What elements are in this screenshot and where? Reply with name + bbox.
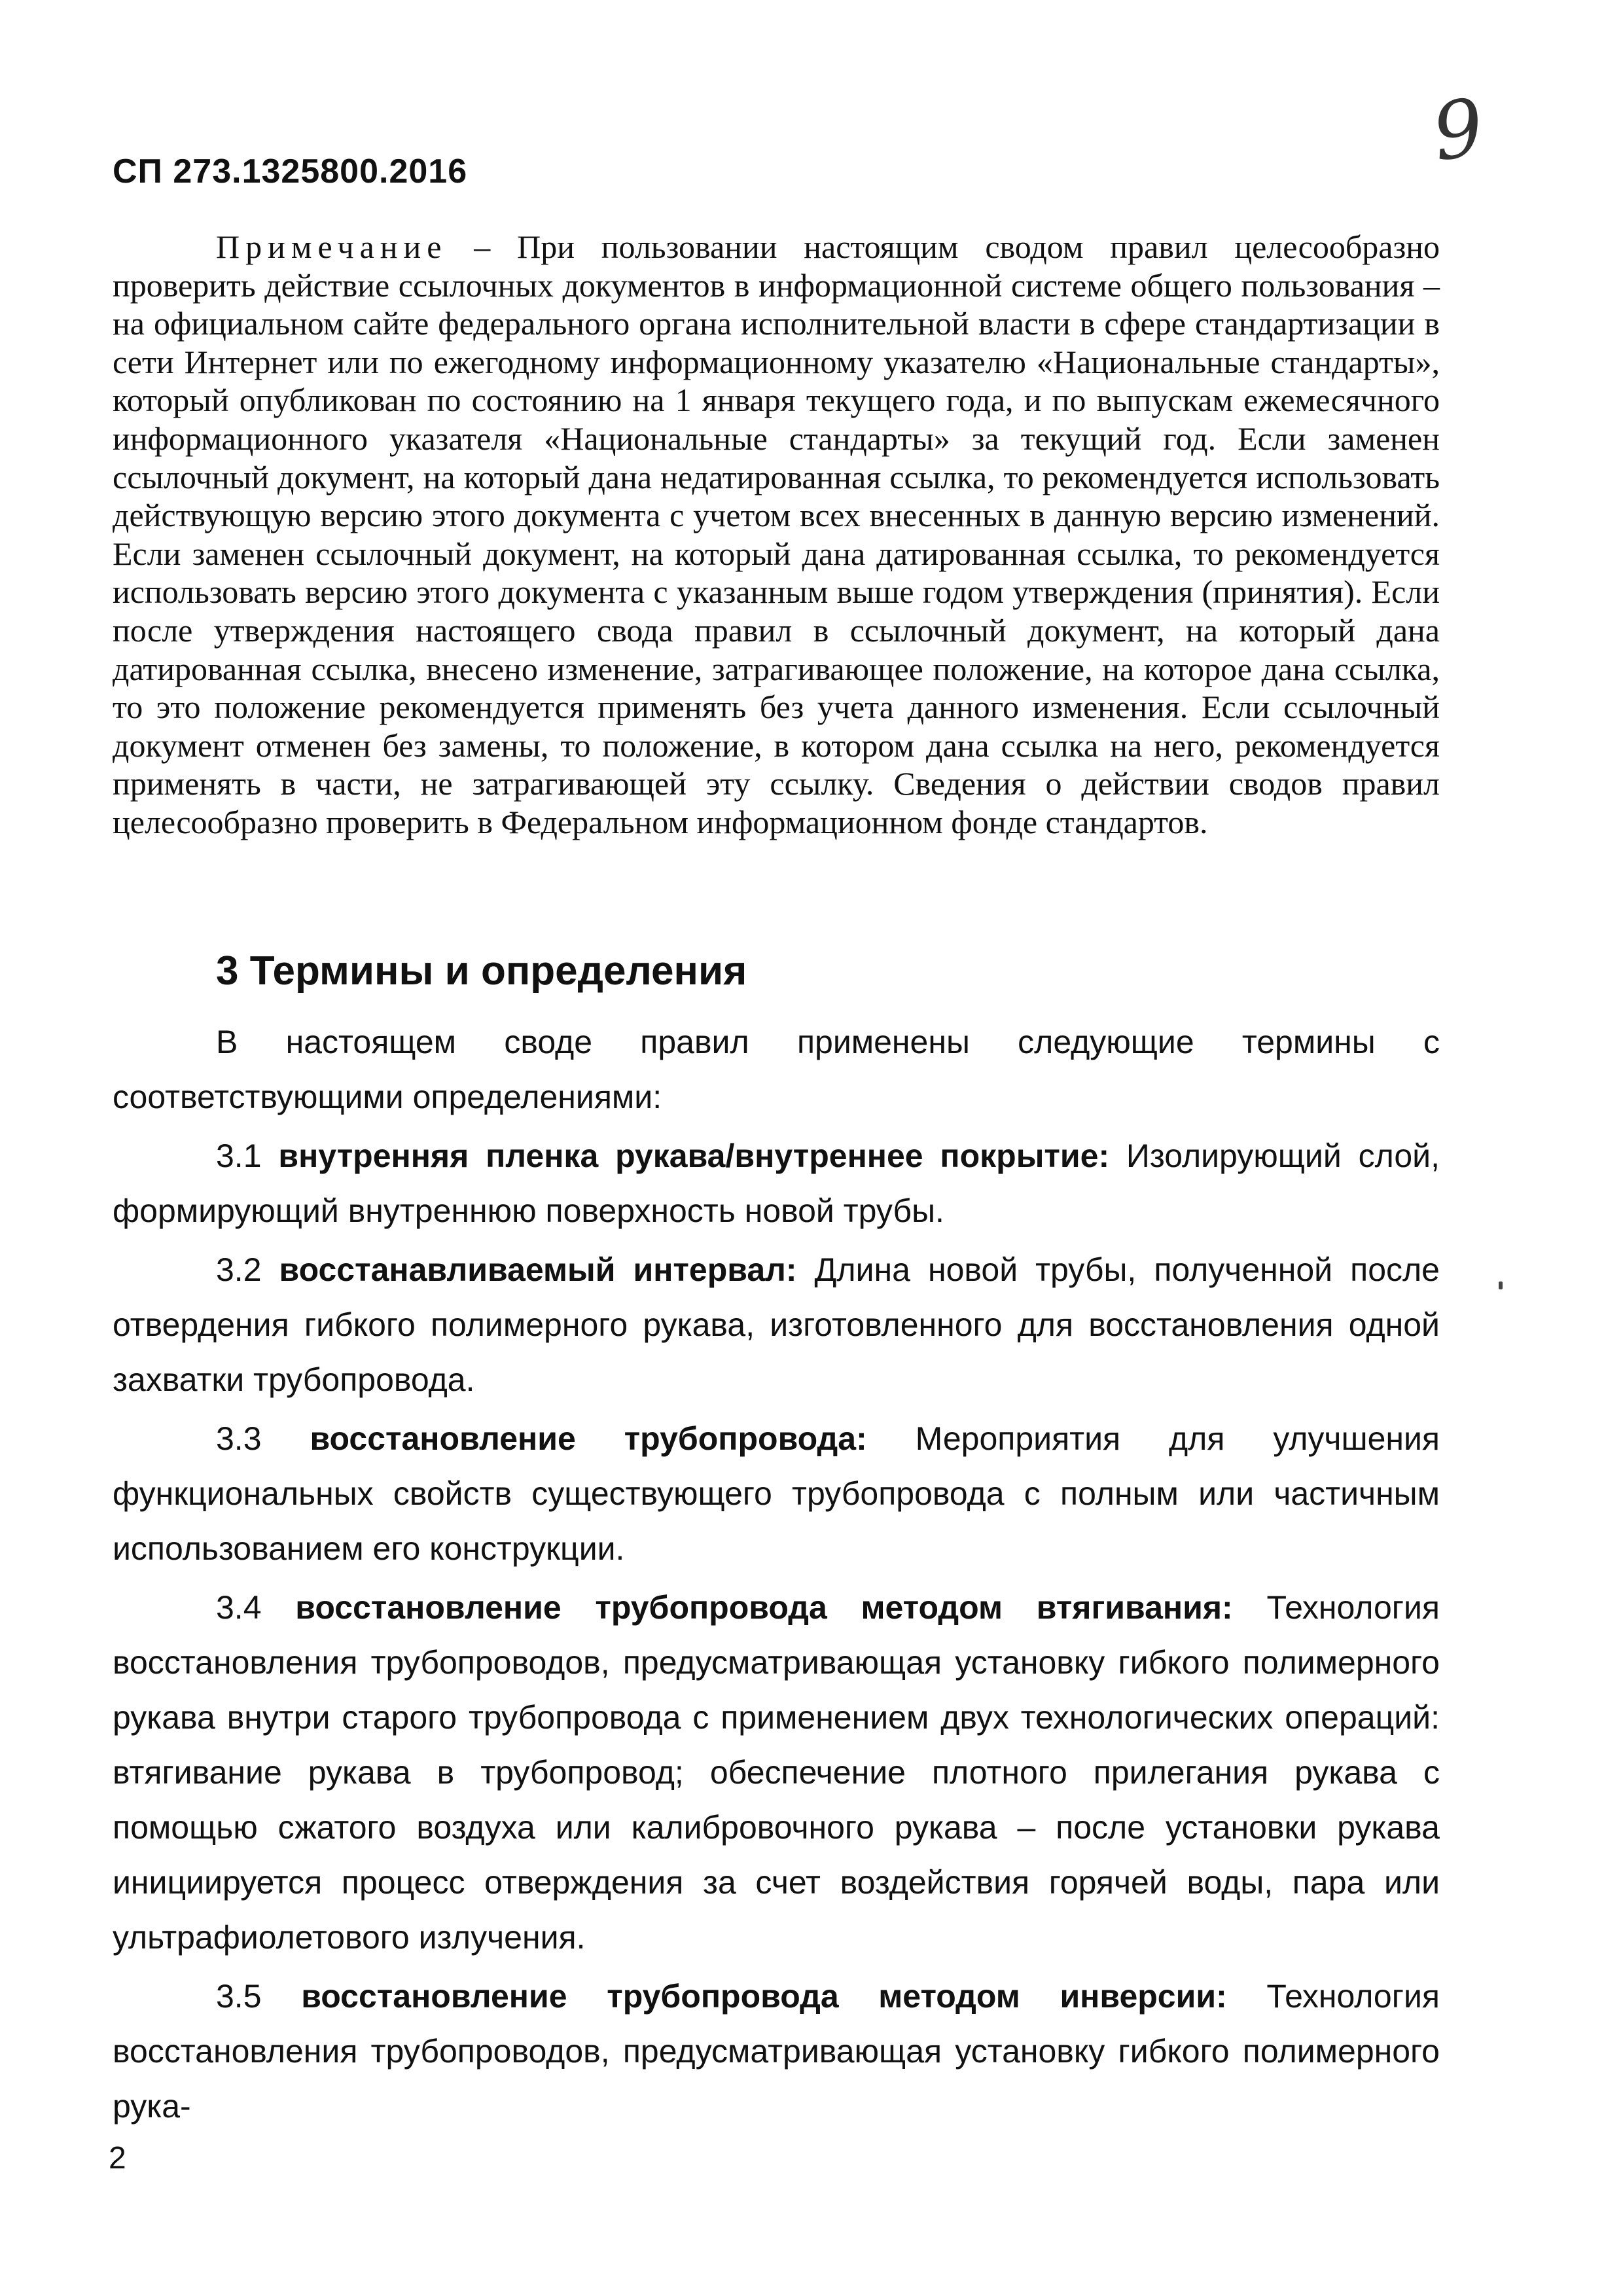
- term-definition: Изолирующий слой, формирующий внутреннюю поверхность новой трубы.: [113, 1138, 1440, 1229]
- term-number: 3.3: [216, 1420, 262, 1457]
- term-entry: [113, 1128, 1440, 1238]
- term-name: восстановление трубопровода методом инверсии:: [301, 1978, 1227, 2015]
- term-name: восстановление трубопровода методом втягивания:: [295, 1589, 1233, 1626]
- term-definition: Длина новой трубы, полученной после отвердения гибкого полимерного рукава, изготовленного для восстановления одной захватки трубопровода.: [113, 1251, 1440, 1398]
- term-entry: [113, 1580, 1440, 1965]
- scan-speck: [1499, 1282, 1503, 1289]
- section-title: 3 Термины и определения: [216, 948, 747, 994]
- term-name: восстанавливаемый интервал:: [279, 1251, 797, 1288]
- term-number: 3.1: [216, 1138, 262, 1174]
- handwritten-page-number: 9: [1427, 82, 1489, 179]
- term-definition: Технология восстановления трубопроводов, предусматривающая установку гибкого полимерного рука-: [113, 1978, 1440, 2125]
- page-number: 2: [109, 2141, 126, 2176]
- term-number: 3.5: [216, 1978, 262, 2015]
- term-entry: [113, 1969, 1440, 2134]
- term-entry: [113, 1411, 1440, 1576]
- term-entry: [113, 1242, 1440, 1407]
- section-body: [113, 1014, 1440, 2138]
- term-name: восстановление трубопровода:: [310, 1420, 867, 1457]
- term-definition: Мероприятия для улучшения функциональных свойств существующего трубопровода с полным или частичным использованием его конструкции.: [113, 1420, 1440, 1567]
- note-label: Примечание: [216, 228, 448, 265]
- section-intro: В настоящем своде правил применены следующие термины с соответствующими определениями:: [113, 1024, 1440, 1115]
- term-number: 3.4: [216, 1589, 262, 1626]
- term-name: внутренняя пленка рукава/внутреннее покрытие:: [278, 1138, 1110, 1174]
- term-definition: Технология восстановления трубопроводов, предусматривающая установку гибкого полимерного рукава внутри старого трубопровода с применением двух технологических операций: втягивание рукава в трубопровод; обеспечение плотного прилегания рукава с помощью сжатого воздуха или калибровочного рукава – после установки рукава инициируется процесс отверждения за счет воздействия горячей воды, пара или ультрафиолетового излучения.: [113, 1589, 1440, 1956]
- reference-note: [113, 228, 1440, 842]
- term-number: 3.2: [216, 1251, 262, 1288]
- note-text: – При пользовании настоящим сводом правил целесообразно проверить действие ссылочных документов в информационной системе общего пользования – на официальном сайте федерального органа исполнительной власти в сфере стандартизации в сети Интернет или по ежегодному информационному указателю «Национальные стандарты», который опубликован по состоянию на 1 января текущего года, и по выпускам ежемесячного информационного указателя «Национальные стандарты» за текущий год. Если заменен ссылочный документ, на который дана недатированная ссылка, то рекомендуется использовать действующую версию этого документа с учетом всех внесенных в данную версию изменений. Если заменен ссылочный документ, на который дана датированная ссылка, то рекомендуется использовать версию этого документа с указанным выше годом утверждения (принятия). Если после утверждения настоящего свода правил в ссылочный документ, на который дана датированная ссылка, внесено изменение, затрагивающее положение, на которое дана ссылка, то это положение рекомендуется применять без учета данного изменения. Если ссылочный документ отменен без замены, то положение, в котором дана ссылка на него, рекомендуется применять в части, не затрагивающей эту ссылку. Сведения о действии сводов правил целесообразно проверить в Федеральном информационном фонде стандартов.: [113, 228, 1440, 840]
- document-code: СП 273.1325800.2016: [113, 152, 468, 190]
